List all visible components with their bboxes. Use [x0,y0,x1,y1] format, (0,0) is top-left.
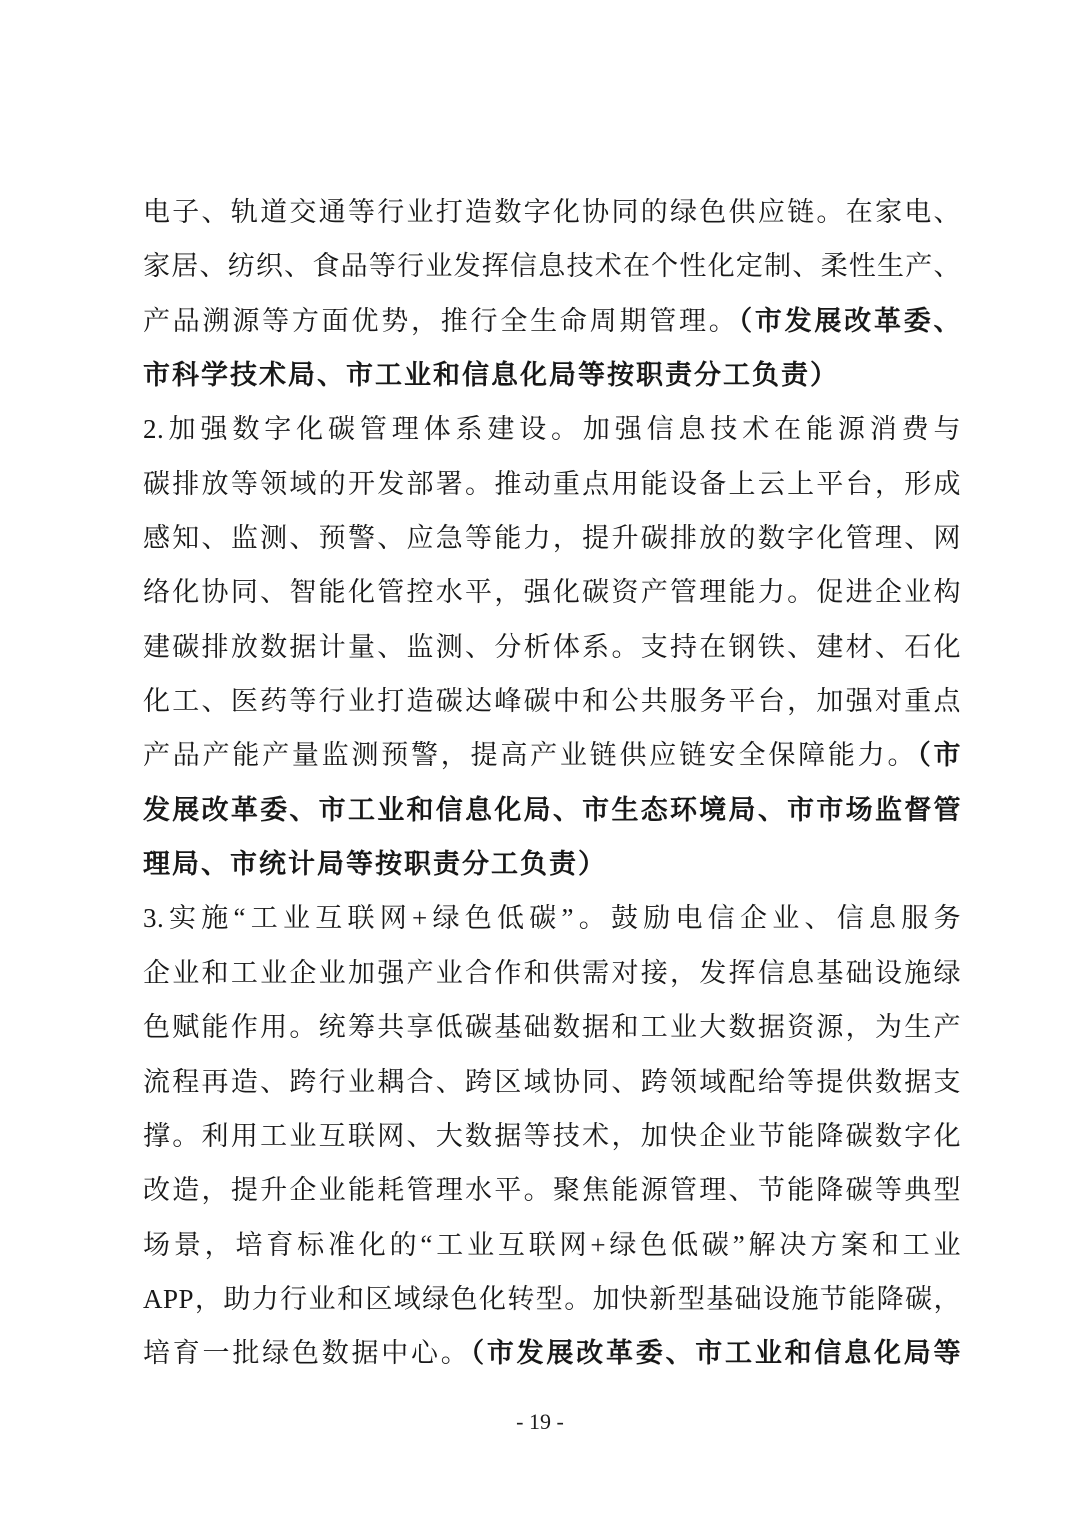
body-text: 化工、医药等行业打造碳达峰碳中和公共服务平台，加强对重点 [143,686,961,717]
text-line [143,1055,961,1109]
text-line [143,239,961,293]
text-line [143,1000,961,1054]
body-text: 建碳排放数据计量、监测、分析体系。支持在钢铁、建材、石化 [143,631,961,662]
agency-annotation: （市发展改革委、市工业和信息化局等 [470,1338,961,1369]
text-line [143,728,961,782]
body-text: 产品溯源等方面优势，推行全生命周期管理。 [143,305,739,336]
text-line [143,837,961,891]
text-line [143,946,961,1000]
body-text: 感知、监测、预警、应急等能力，提升碳排放的数字化管理、网 [143,523,961,554]
agency-annotation: 市科学技术局、市工业和信息化局等按职责分工负责） [143,360,839,391]
body-text: 场景，培育标准化的“工业互联网+绿色低碳”解决方案和工业 [143,1229,961,1260]
agency-annotation: 理局、市统计局等按职责分工负责） [143,849,607,880]
body-text: 培育一批绿色数据中心。 [143,1338,471,1369]
body-text: APP，助力行业和区域绿色化转型。加快新型基础设施节能降碳， [143,1283,961,1314]
page-number: - 19 - [516,1409,564,1434]
body-text: 色赋能作用。统筹共享低碳基础数据和工业大数据资源，为生产 [143,1012,961,1043]
body-text: 家居、纺织、食品等行业发挥信息技术在个性化定制、柔性生产、 [143,251,961,282]
text-line [143,1109,961,1163]
body-text: 产品产能产量监测预警，提高产业链供应链安全保障能力。 [143,740,918,771]
text-line-item-2-start [143,402,961,456]
document-body [143,185,961,1381]
body-text: 3.实施“工业互联网+绿色低碳”。鼓励电信企业、信息服务 [143,903,961,934]
body-text: 改造，提升企业能耗管理水平。聚焦能源管理、节能降碳等典型 [143,1175,961,1206]
text-line [143,1272,961,1326]
body-text: 2.加强数字化碳管理体系建设。加强信息技术在能源消费与 [143,414,961,445]
agency-annotation: （市发展改革委、 [738,305,961,336]
text-line [143,185,961,239]
text-line [143,565,961,619]
text-line [143,620,961,674]
body-text: 碳排放等领域的开发部署。推动重点用能设备上云上平台，形成 [143,468,961,499]
body-text: 流程再造、跨行业耦合、跨区域协同、跨领域配给等提供数据支 [143,1066,961,1097]
text-line [143,1218,961,1272]
text-line [143,1326,961,1380]
agency-annotation: 发展改革委、市工业和信息化局、市生态环境局、市市场监督管 [143,794,961,825]
agency-annotation: （市 [917,740,961,771]
body-text: 电子、轨道交通等行业打造数字化协同的绿色供应链。在家电、 [143,197,961,227]
body-text: 络化协同、智能化管控水平，强化碳资产管理能力。促进企业构 [143,577,961,608]
text-line [143,1163,961,1217]
text-line-item-3-start [143,891,961,945]
text-line [143,294,961,348]
text-line [143,457,961,511]
text-line [143,674,961,728]
text-line [143,348,961,402]
body-text: 撑。利用工业互联网、大数据等技术，加快企业节能降碳数字化 [143,1120,961,1151]
body-text: 企业和工业企业加强产业合作和供需对接，发挥信息基础设施绿 [143,957,961,988]
text-line [143,511,961,565]
text-line [143,783,961,837]
